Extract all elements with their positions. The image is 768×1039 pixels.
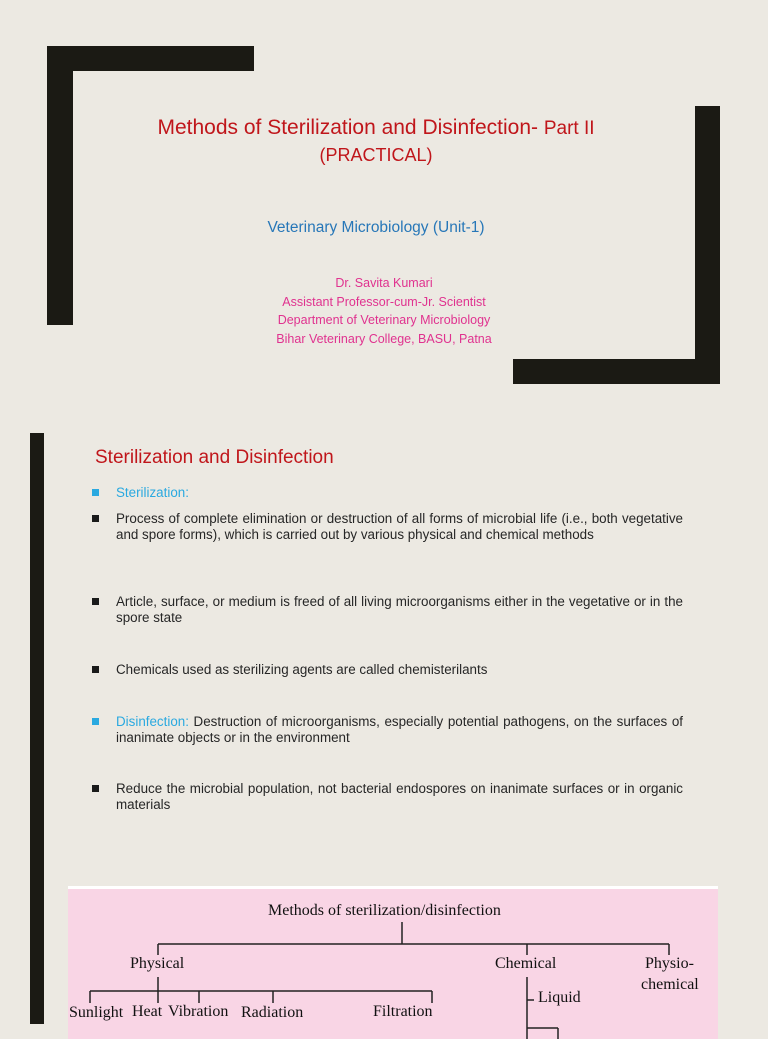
bullet-marker [92,598,99,605]
bullet-marker [92,785,99,792]
diagram-liquid-label: Liquid [538,989,581,1006]
diagram-sunlight-label: Sunlight [69,1004,124,1021]
diagram-vibration-label: Vibration [168,1003,229,1020]
slide-title-main: Methods of Sterilization and Disinfection- [157,116,544,139]
bullet-marker [92,718,99,725]
bullet-definition [92,511,683,543]
slide-title-part: Part II [543,118,595,139]
author-department: Department of Veterinary Microbiology [277,313,491,327]
bullet-text: Article, surface, or medium is freed of all living microorganisms either in the vegetative or in the spore state [116,594,683,625]
author-college: Bihar Veterinary College, BASU, Patna [276,331,492,346]
diagram-physical-label: Physical [130,955,185,972]
diagram-root-label: Methods of sterilization/disinfection [268,902,501,919]
diagram-physio-label: Physio- [645,955,694,972]
bullet-text: Chemicals used as sterilizing agents are called chemisterilants [116,662,488,677]
bullet-reduce [92,781,683,813]
bullet-chemisterilants [92,662,683,678]
slide-title [0,114,752,143]
diagram-heat-label: Heat [132,1003,163,1020]
bullet-text: Reduce the microbial population, not bacterial endospores on inanimate surfaces or in organic materials [116,781,683,812]
diagram-chemical-label: Chemical [495,955,557,972]
bullet-highlight: Sterilization: [116,485,189,500]
bullet-highlight: Disinfection: [116,714,194,729]
bullet-text: Process of complete elimination or destruction of all forms of microbial life (i.e., both vegetative and spore forms), which is carried out by various physical and chemical methods [116,511,683,542]
bullet-sterilization [92,485,683,501]
course-unit: Veterinary Microbiology (Unit-1) [267,219,485,236]
author-name: Dr. Savita Kumari [335,276,433,290]
bullet-marker [92,515,99,522]
bullet-article [92,594,683,626]
frame-top-bar [47,46,254,71]
diagram-radiation-label: Radiation [241,1004,304,1021]
frame-bottom-bar [513,359,720,384]
author-block [0,274,768,348]
slide2-left-bar [30,433,44,1024]
bullet-marker [92,489,99,496]
diagram-physio-chemical-label: chemical [641,976,699,993]
bullet-marker [92,666,99,673]
bullet-text: Destruction of microorganisms, especially potential pathogens, on the surfaces of inanimate objects or in the environment [116,714,684,745]
author-designation: Assistant Professor-cum-Jr. Scientist [282,294,486,309]
section-title: Sterilization and Disinfection [95,447,334,468]
slide-subtitle: (PRACTICAL) [319,145,433,165]
methods-diagram [68,886,718,1039]
bullet-disinfection [92,714,683,746]
diagram-filtration-label: Filtration [373,1003,433,1020]
